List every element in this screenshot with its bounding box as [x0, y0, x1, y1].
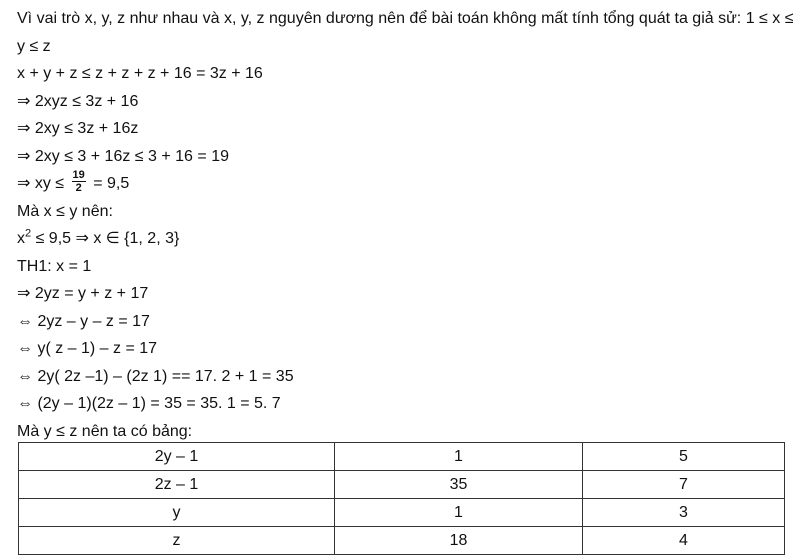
math-line-1: x + y + z ≤ z + z + z + 16 = 3z + 16 [17, 65, 263, 82]
table-row [19, 499, 785, 527]
table-cell: 7 [583, 471, 785, 499]
math-line-7-base: x [17, 230, 25, 247]
table-cell: 5 [583, 443, 785, 471]
math-line-2: ⇒ 2xyz ≤ 3z + 16 [17, 92, 139, 110]
math-line-11: ⇔ y( z – 1) – z = 17 [17, 340, 158, 357]
math-line-10: ⇔ 2yz – y – z = 17 [17, 312, 150, 330]
table-cell: 18 [335, 527, 583, 555]
table-cell: z [19, 527, 335, 555]
table-row [19, 443, 785, 471]
values-table [18, 442, 785, 555]
solution-content [17, 5, 797, 445]
math-line-3: ⇒ 2xy ≤ 3z + 16z [17, 120, 139, 137]
fraction-19-over-2 [72, 169, 86, 194]
math-line-5-prefix: ⇒ xy ≤ [17, 175, 65, 192]
table-cell: 1 [335, 499, 583, 527]
math-line-12: ⇔ 2y( 2z –1) – (2z 1) == 17. 2 + 1 = 35 [17, 367, 294, 385]
table-cell: 4 [583, 527, 785, 555]
math-line-13: ⇔ (2y – 1)(2z – 1) = 35 = 35. 1 = 5. 7 [17, 395, 281, 412]
table-cell: 3 [583, 499, 785, 527]
math-line-5-suffix: = 9,5 [93, 175, 130, 192]
math-line-7-exponent: 2 [25, 227, 32, 240]
table-cell: 35 [335, 471, 583, 499]
table-cell: 2y – 1 [19, 443, 335, 471]
math-line-5 [17, 170, 797, 198]
table-row [19, 527, 785, 555]
intro-paragraph: Vì vai trò x, y, z như nhau và x, y, z nguyên dương nên để bài toán không mất tính tổng quát ta giả sử: 1 ≤ x ≤ y ≤ z [17, 10, 794, 55]
fraction-numerator: 19 [72, 169, 85, 182]
table-cell: y [19, 499, 335, 527]
table-row [19, 471, 785, 499]
math-line-9: ⇒ 2yz = y + z + 17 [17, 285, 149, 302]
math-line-7 [17, 225, 797, 253]
math-line-14: Mà y ≤ z nên ta có bảng: [17, 422, 193, 440]
table-cell: 2z – 1 [19, 471, 335, 499]
math-line-7-rest: ≤ 9,5 ⇒ x ∈ {1, 2, 3} [31, 230, 180, 247]
table-cell: 1 [335, 443, 583, 471]
math-line-4: ⇒ 2xy ≤ 3 + 16z ≤ 3 + 16 = 19 [17, 147, 229, 165]
math-line-8: TH1: x = 1 [17, 257, 92, 275]
fraction-denominator: 2 [75, 182, 82, 195]
math-line-6: Mà x ≤ y nên: [17, 202, 113, 220]
